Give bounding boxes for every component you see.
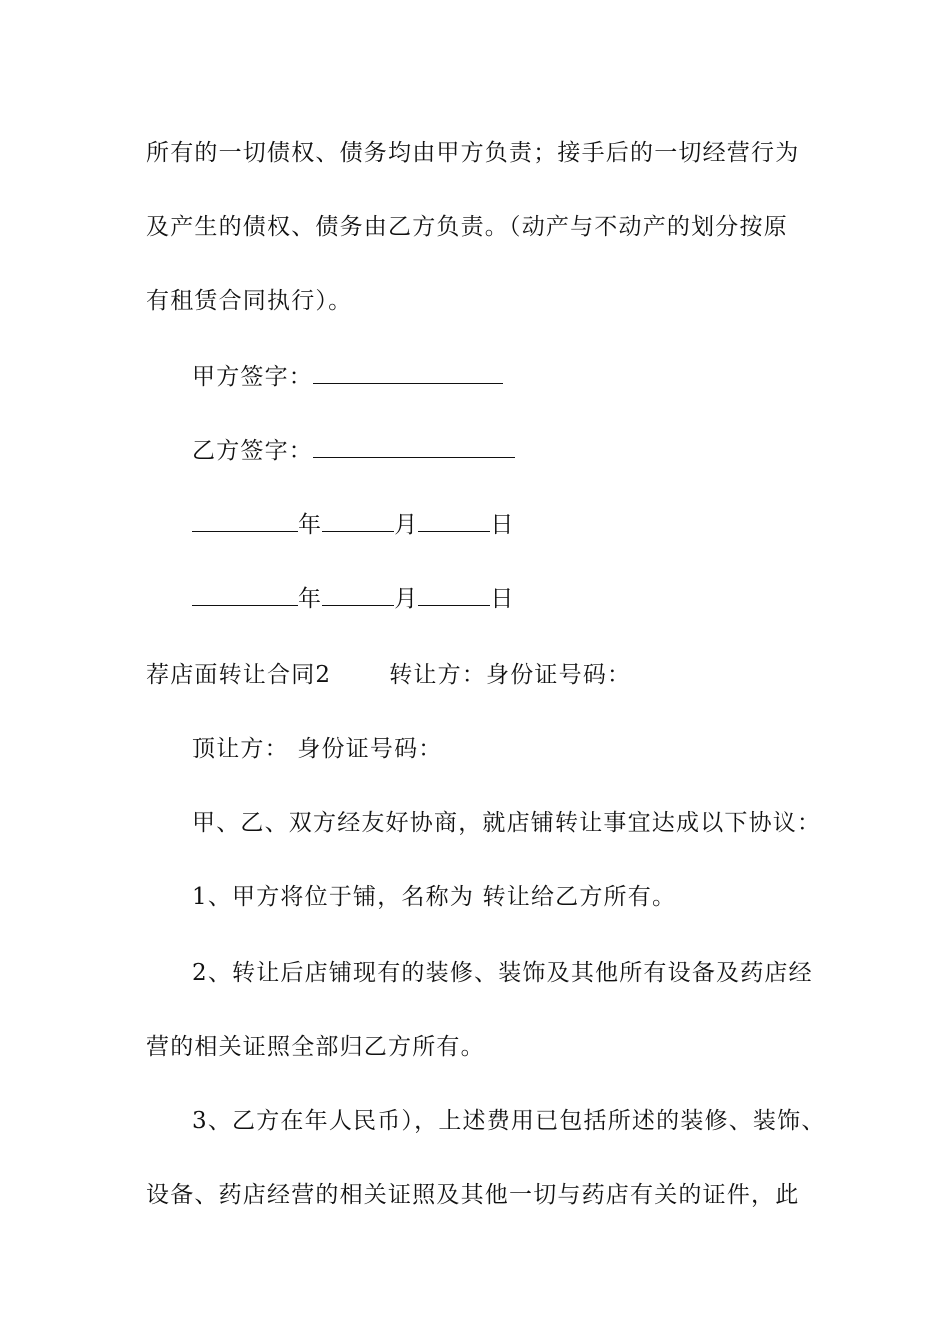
clause-2-line-2: 营的相关证照全部归乙方所有。	[146, 1034, 485, 1060]
paragraph-line-2: 及产生的债权、债务由乙方负责。（动产与不动产的划分按原	[146, 214, 788, 240]
agreement-intro: 甲、乙、双方经友好协商，就店铺转让事宜达成以下协议：	[192, 810, 822, 836]
transferee-line: 顶让方： 身份证号码：	[192, 736, 443, 762]
paragraph-line-3: 有租赁合同执行）。	[146, 288, 353, 314]
year-blank	[192, 511, 298, 532]
clause-2-line-1: 2、转让后店铺现有的装修、装饰及其他所有设备及药店经	[192, 960, 813, 986]
party-a-signature-row	[192, 362, 503, 392]
party-b-signature-label: 乙方签字：	[192, 438, 313, 464]
month-blank	[322, 585, 394, 606]
transferor-line: 转让方：身份证号码：	[389, 662, 632, 688]
clause-3-line-2: 设备、药店经营的相关证照及其他一切与药店有关的证件，此	[146, 1182, 800, 1208]
year-label: 年	[298, 586, 323, 612]
month-label: 月	[394, 586, 419, 612]
month-label: 月	[394, 512, 419, 538]
date-row-2	[192, 584, 515, 614]
clause-1: 1、甲方将位于铺，名称为 转让给乙方所有。	[192, 884, 677, 910]
day-blank	[418, 511, 490, 532]
party-b-signature-blank	[313, 437, 515, 458]
party-a-signature-blank	[313, 363, 503, 384]
year-blank	[192, 585, 298, 606]
section2-title: 荐店面转让合同2	[146, 662, 332, 688]
date-row-1	[192, 510, 515, 540]
party-a-signature-label: 甲方签字：	[192, 364, 313, 390]
day-label: 日	[490, 512, 515, 538]
year-label: 年	[298, 512, 323, 538]
party-b-signature-row	[192, 436, 515, 466]
month-blank	[322, 511, 394, 532]
clause-3-line-1: 3、乙方在年人民币），上述费用已包括所述的装修、装饰、	[192, 1108, 826, 1134]
day-label: 日	[490, 586, 515, 612]
day-blank	[418, 585, 490, 606]
section2-header-row	[146, 660, 631, 690]
paragraph-line-1: 所有的一切债权、债务均由甲方负责；接手后的一切经营行为	[146, 140, 800, 166]
